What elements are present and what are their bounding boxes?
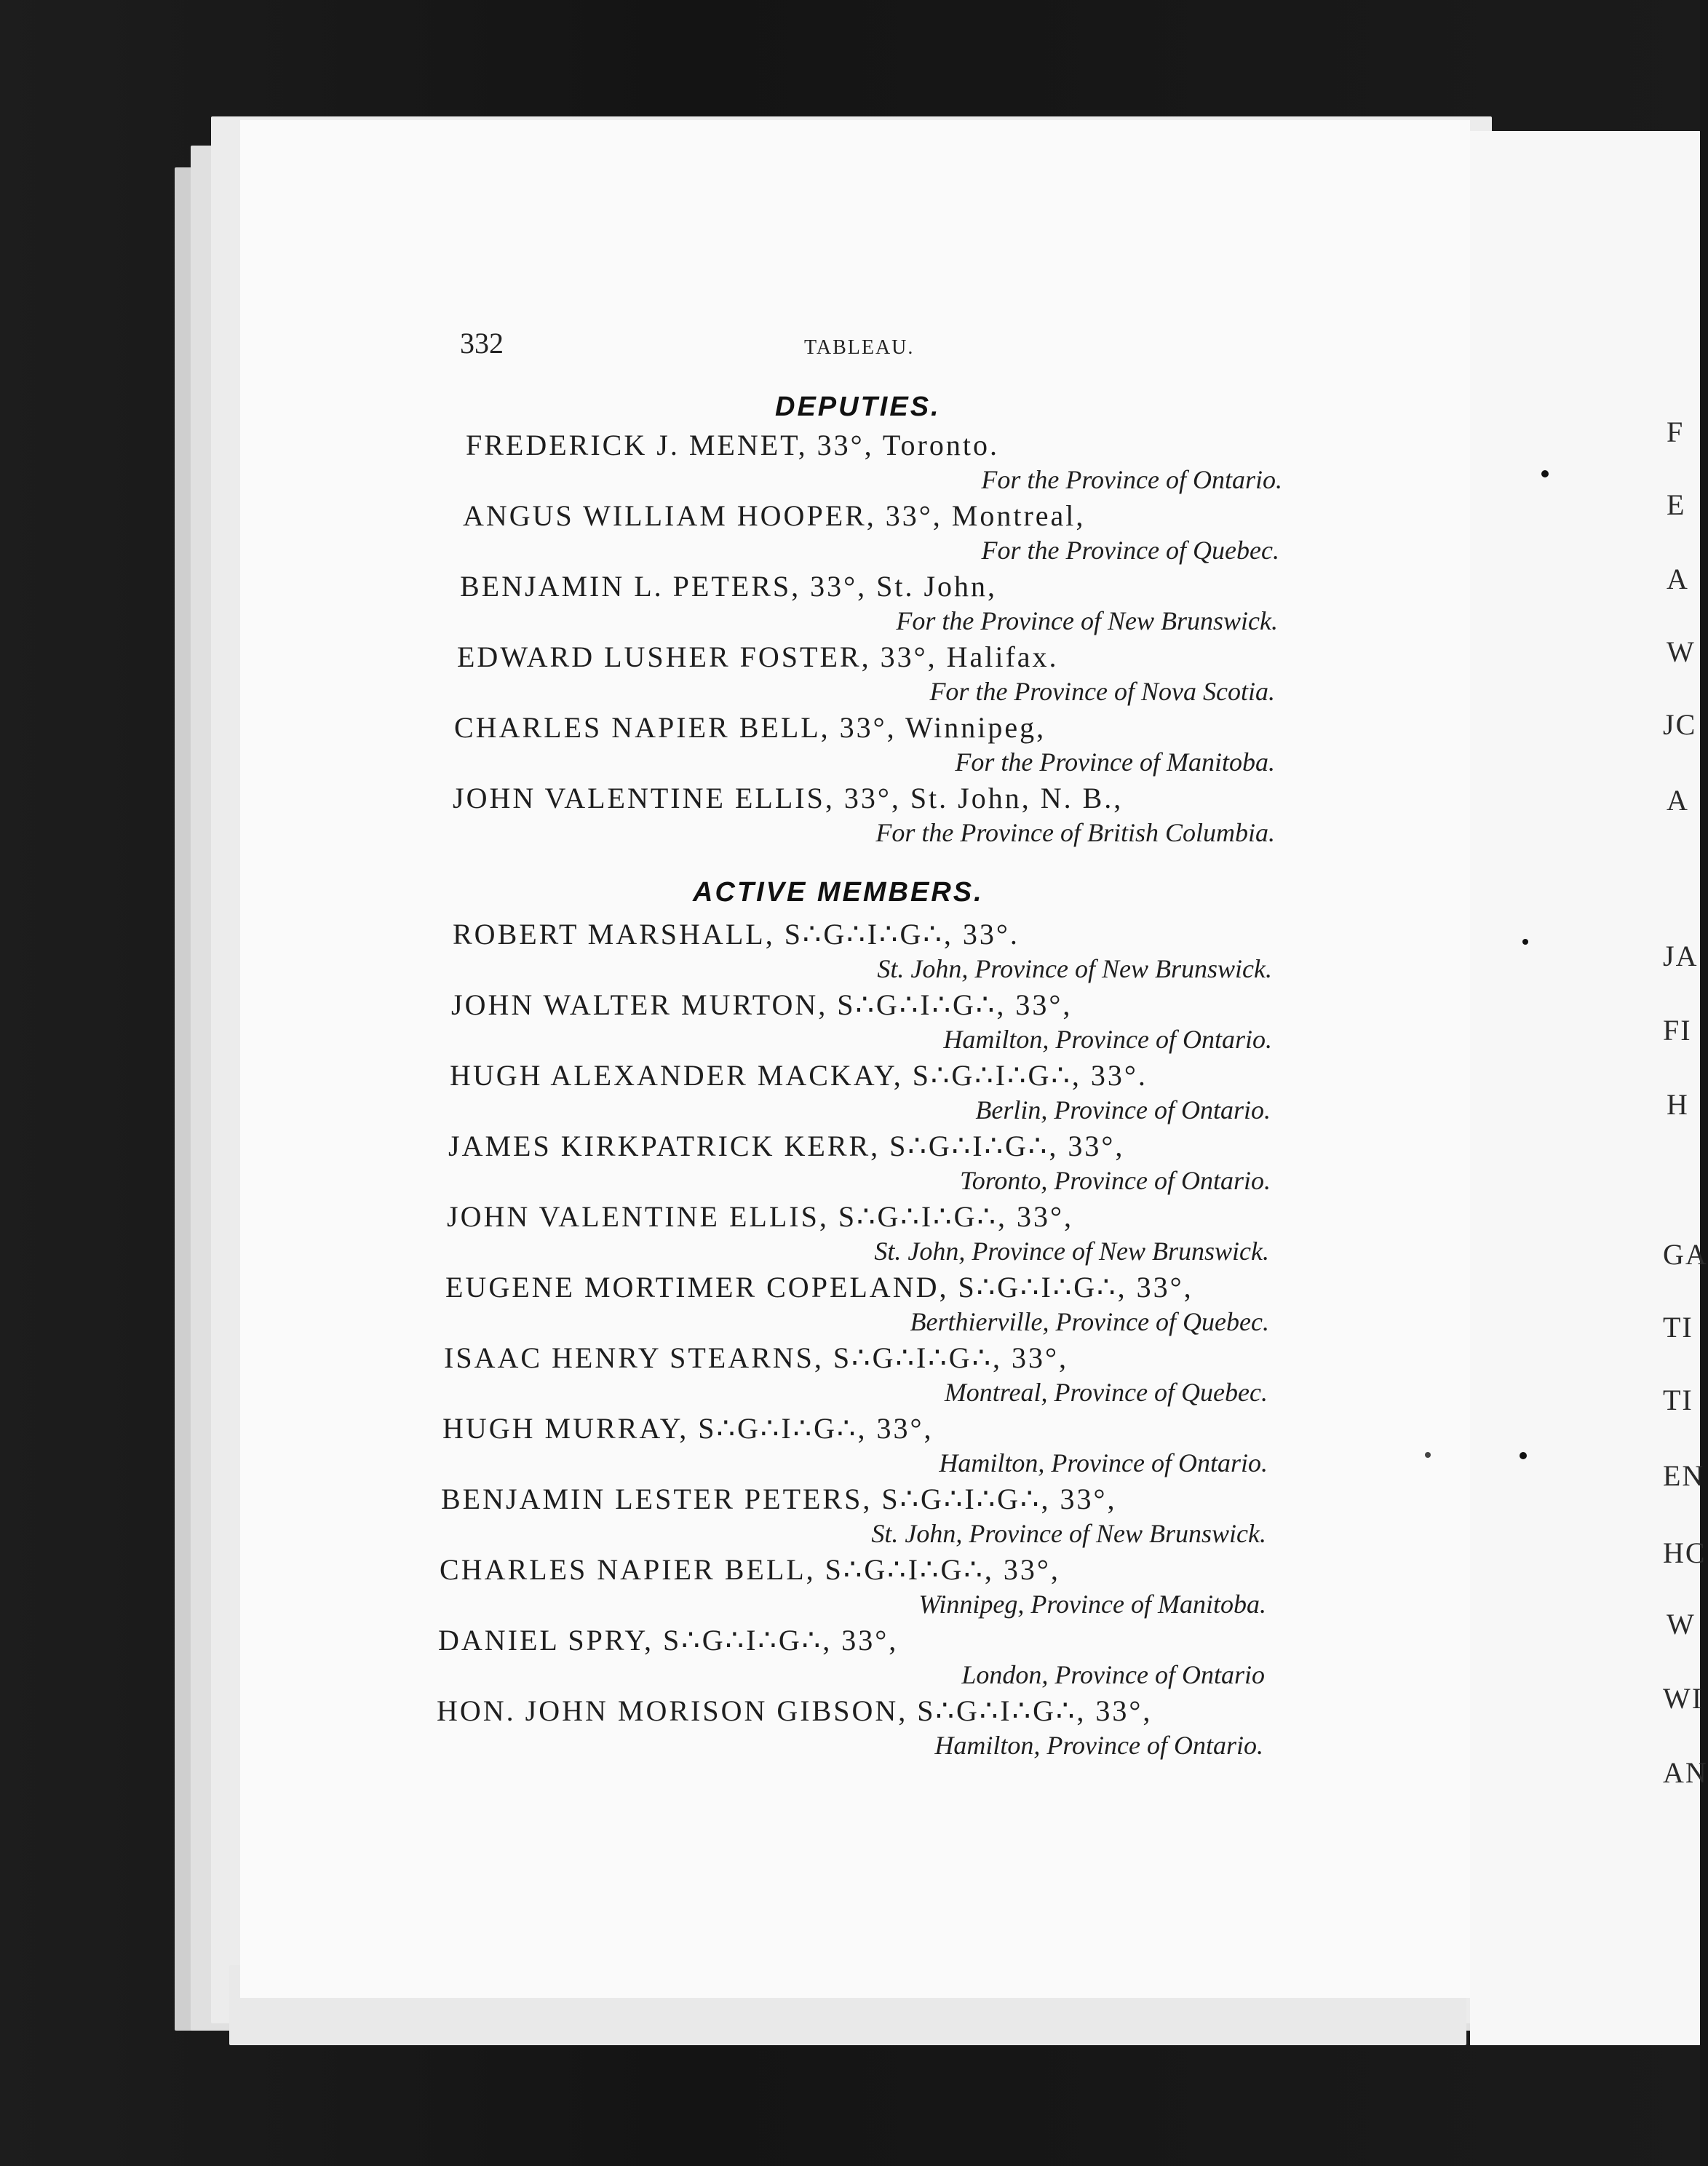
facing-page-fragment: HC — [1663, 1536, 1707, 1569]
deputies-heading: DEPUTIES. — [775, 392, 941, 422]
facing-page-fragment: W — [1667, 635, 1696, 668]
entry-name: CHARLES NAPIER BELL, S∴G∴I∴G∴, 33°, — [440, 1553, 1060, 1586]
entry-name: FREDERICK J. MENET, 33°, Toronto. — [466, 429, 999, 461]
entry-name: ISAAC HENRY STEARNS, S∴G∴I∴G∴, 33°, — [444, 1341, 1069, 1374]
entry-place: Hamilton, Province of Ontario. — [934, 1731, 1263, 1760]
entry-name: HUGH ALEXANDER MACKAY, S∴G∴I∴G∴, 33°. — [450, 1059, 1148, 1092]
scan-speck — [1520, 1452, 1527, 1459]
facing-page-fragment: EN — [1663, 1459, 1705, 1492]
facing-page-fragment: TI — [1663, 1384, 1693, 1416]
entry-place: Hamilton, Province of Ontario. — [943, 1025, 1272, 1054]
facing-page — [1470, 131, 1708, 2045]
entry-place: For the Province of Manitoba. — [955, 747, 1275, 777]
entry-place: Toronto, Province of Ontario. — [959, 1166, 1271, 1195]
facing-page-fragment: AN — [1663, 1756, 1708, 1789]
entry-place: St. John, Province of New Brunswick. — [874, 1237, 1269, 1266]
facing-page-fragment: TI — [1663, 1311, 1693, 1344]
facing-page-fragment: E — [1667, 488, 1686, 521]
entry-name: EUGENE MORTIMER COPELAND, S∴G∴I∴G∴, 33°, — [445, 1271, 1193, 1304]
entry-name: ROBERT MARSHALL, S∴G∴I∴G∴, 33°. — [453, 918, 1020, 951]
entry-place: St. John, Province of New Brunswick. — [871, 1519, 1266, 1548]
entry-name: EDWARD LUSHER FOSTER, 33°, Halifax. — [457, 640, 1059, 673]
scan-speck — [1522, 939, 1528, 945]
page-number: 332 — [460, 327, 504, 360]
facing-page-fragment: FI — [1663, 1014, 1692, 1047]
facing-page-fragment: A — [1667, 563, 1689, 595]
entry-name: DANIEL SPRY, S∴G∴I∴G∴, 33°, — [438, 1624, 899, 1657]
entry-name: BENJAMIN LESTER PETERS, S∴G∴I∴G∴, 33°, — [441, 1483, 1117, 1515]
facing-page-fragment: W — [1667, 1608, 1696, 1641]
active-members-heading: ACTIVE MEMBERS. — [693, 877, 984, 908]
entry-place: For the Province of British Columbia. — [875, 818, 1275, 847]
entry-place: St. John, Province of New Brunswick. — [877, 954, 1272, 983]
scan-speck — [1541, 470, 1549, 477]
running-head: TABLEAU. — [804, 336, 915, 359]
entry-name: JAMES KIRKPATRICK KERR, S∴G∴I∴G∴, 33°, — [448, 1130, 1125, 1162]
entry-name: JOHN VALENTINE ELLIS, S∴G∴I∴G∴, 33°, — [447, 1200, 1073, 1233]
facing-page-fragment: A — [1667, 784, 1689, 817]
entry-name: HUGH MURRAY, S∴G∴I∴G∴, 33°, — [442, 1412, 934, 1445]
facing-page-fragment: JC — [1663, 708, 1697, 741]
entry-place: For the Province of Quebec. — [981, 536, 1279, 565]
entry-name: ANGUS WILLIAM HOOPER, 33°, Montreal, — [463, 499, 1086, 532]
entry-name: JOHN VALENTINE ELLIS, 33°, St. John, N. B., — [453, 782, 1124, 814]
facing-page-fragment: GA — [1663, 1238, 1708, 1271]
facing-page-fragment: WI — [1663, 1682, 1704, 1715]
entry-place: Montreal, Province of Quebec. — [944, 1378, 1268, 1407]
entry-name: HON. JOHN MORISON GIBSON, S∴G∴I∴G∴, 33°, — [437, 1694, 1153, 1727]
entry-name: CHARLES NAPIER BELL, 33°, Winnipeg, — [454, 711, 1046, 744]
entry-name: BENJAMIN L. PETERS, 33°, St. John, — [460, 570, 998, 603]
facing-page-fragment: F — [1667, 416, 1685, 448]
facing-page-fragment: H — [1667, 1088, 1689, 1121]
entry-name: JOHN WALTER MURTON, S∴G∴I∴G∴, 33°, — [451, 988, 1073, 1021]
entry-place: For the Province of Nova Scotia. — [929, 677, 1275, 706]
entry-place: Berlin, Province of Ontario. — [975, 1095, 1271, 1124]
entry-place: London, Province of Ontario — [961, 1660, 1265, 1689]
entry-place: Winnipeg, Province of Manitoba. — [918, 1590, 1266, 1619]
entry-place: Berthierville, Province of Quebec. — [910, 1307, 1269, 1336]
facing-page-fragment: JA — [1663, 940, 1699, 972]
entry-place: For the Province of New Brunswick. — [896, 606, 1278, 635]
scan-speck — [1425, 1452, 1431, 1458]
entry-place: Hamilton, Province of Ontario. — [939, 1448, 1268, 1477]
entry-place: For the Province of Ontario. — [981, 465, 1282, 494]
